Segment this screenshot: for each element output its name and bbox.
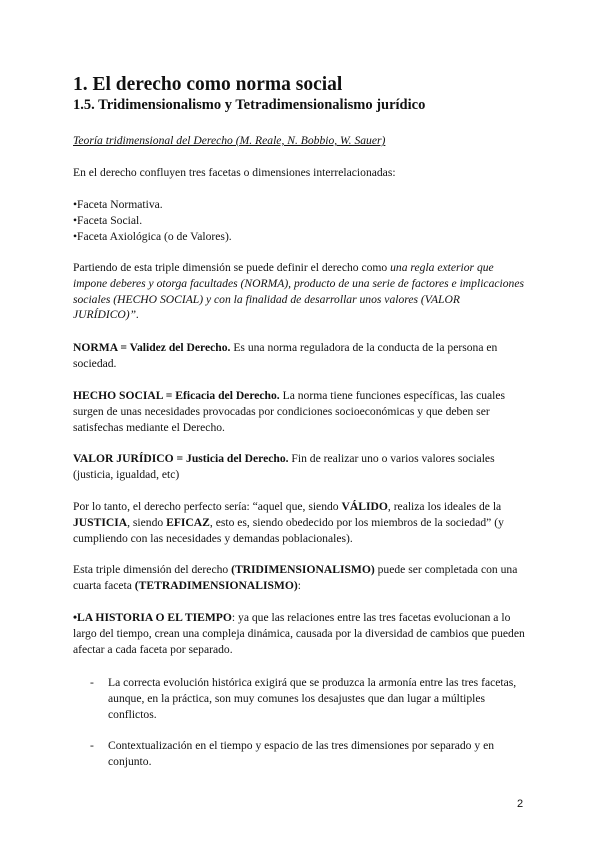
triple-text: puede ser completada con una cuarta faceta <box>73 563 518 592</box>
definition-paragraph <box>73 260 527 323</box>
perfecto-text: , esto es, siendo obedecido por los miembros de la sociedad” (y cumpliendo con las necesidades y demandas poblacionales). <box>73 515 504 545</box>
list-item-text: La correcta evolución histórica exigirá que se produzca la armonía entre las tres facetas, aunque, en la práctica, son muy comunes los desajustes que dan lugar a múltiples conflictos. <box>108 676 517 721</box>
norma-text: Es una norma reguladora de la conducta de la persona en sociedad. <box>73 341 498 370</box>
perfecto-text: , siendo <box>127 515 167 529</box>
facet-item: •Faceta Axiológica (o de Valores). <box>73 230 232 243</box>
dash-bullet: - <box>90 739 94 752</box>
derecho-perfecto-paragraph <box>73 499 527 546</box>
hecho-social-paragraph <box>73 388 527 435</box>
triple-text: Esta triple dimensión del derecho <box>73 563 232 576</box>
facet-item: •Faceta Normativa. <box>73 198 163 211</box>
historia-paragraph <box>73 610 527 657</box>
tridimensionalismo-term: (TRIDIMENSIONALISMO) <box>231 563 375 576</box>
perfecto-text: Por lo tanto, el derecho perfecto sería: “aquel que, siendo <box>73 500 342 513</box>
facet-item: •Faceta Social. <box>73 214 143 227</box>
theory-title: Teoría tridimensional del Derecho (M. Reale, N. Bobbio, W. Sauer) <box>73 134 386 147</box>
perfecto-eficaz: EFICAZ <box>166 515 210 529</box>
norma-paragraph <box>73 340 527 372</box>
triple-text: : <box>297 578 301 592</box>
dash-bullet: - <box>90 676 94 689</box>
valor-juridico-paragraph <box>73 451 527 483</box>
valor-text: Fin de realizar uno o varios valores sociales (justicia, igualdad, etc) <box>73 452 495 481</box>
hecho-bold: Eficacia del Derecho. <box>175 389 280 402</box>
intro-paragraph: En el derecho confluyen tres facetas o dimensiones interrelacionadas: <box>73 166 396 179</box>
norma-bold: Validez del Derecho. <box>129 341 231 354</box>
list-item-text: Contextualización en el tiempo y espacio de las tres dimensiones por separado y en conjunto. <box>108 739 495 768</box>
historia-text: : ya que las relaciones entre las tres facetas evolucionan a lo largo del tiempo, crean una compleja dinámica, causada por la diversidad de cambios que pueden afectar a cada faceta por separado. <box>73 611 525 656</box>
valor-label: VALOR JURÍDICO = <box>73 452 187 465</box>
page-number: 2 <box>517 798 524 810</box>
historia-label: •LA HISTORIA O EL TIEMPO <box>73 611 232 624</box>
definition-italic: una regla exterior que impone deberes y otorga facultades (NORMA), producto de una serie de factores e implicaciones sociales (HECHO SOCIAL) y con la finalidad de desarrollar unos valores (VALOR JURÍDICO)”. <box>73 261 524 322</box>
definition-lead: Partiendo de esta triple dimensión se puede definir el derecho como <box>73 261 391 274</box>
perfecto-text: , realiza los ideales de la <box>387 500 502 513</box>
section-subtitle: 1.5. Tridimensionalismo y Tetradimensionalismo jurídico <box>73 97 426 113</box>
perfecto-justicia: JUSTICIA <box>73 515 128 529</box>
hecho-text: La norma tiene funciones específicas, las cuales surgen de unas necesidades provocadas por condiciones socioeconómicas y que deben ser satisfechas mediante el Derecho. <box>73 389 506 434</box>
tetradimensionalismo-term: (TETRADIMENSIONALISMO) <box>134 578 298 592</box>
norma-label: NORMA = <box>73 341 130 354</box>
section-title: 1. El derecho como norma social <box>73 74 343 95</box>
tetradimensional-paragraph <box>73 562 527 594</box>
valor-bold: Justicia del Derecho. <box>186 452 289 465</box>
perfecto-valido: VÁLIDO <box>341 500 388 513</box>
hecho-label: HECHO SOCIAL = <box>73 389 176 402</box>
